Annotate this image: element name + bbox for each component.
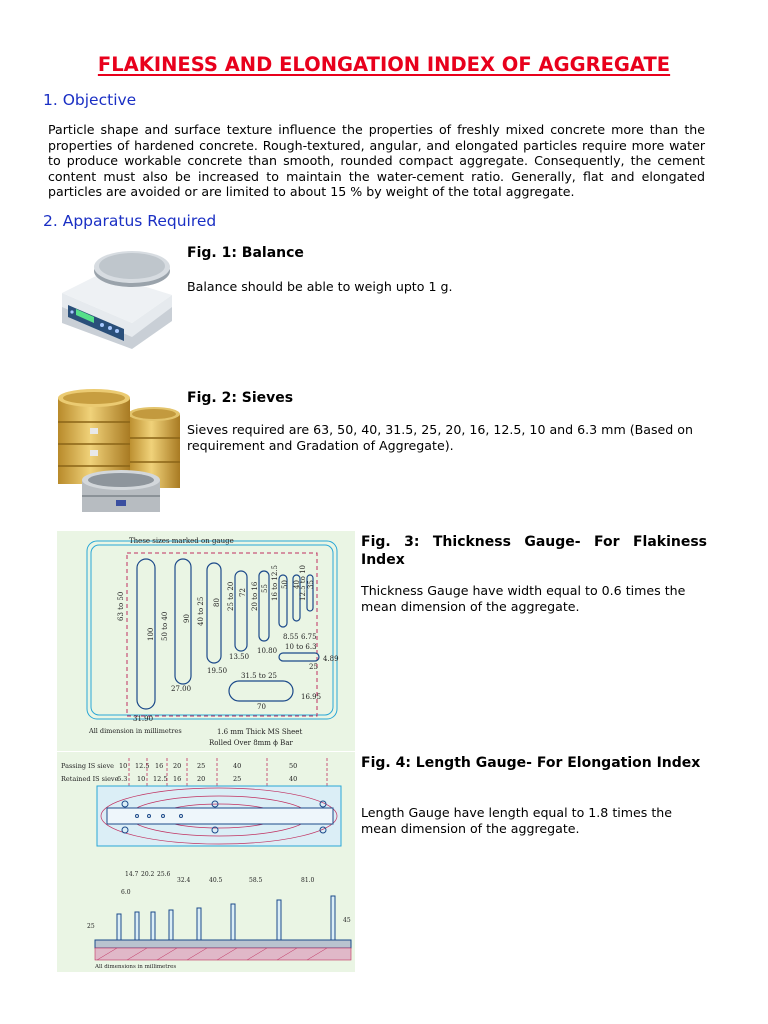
passing-label: Passing IS sieve	[61, 762, 114, 770]
dim-label: 13.50	[229, 653, 250, 661]
passing-value: 16	[155, 762, 164, 770]
fig3-title: Fig. 3: Thickness Gauge- For Flakiness Index	[361, 534, 707, 568]
sheet-note: 1.6 mm Thick MS Sheet	[217, 728, 303, 736]
dim-label: 90	[183, 614, 191, 623]
height-dim: 45	[343, 917, 351, 924]
dim-label: 4.89	[323, 655, 339, 663]
fig1-title: Fig. 1: Balance	[187, 245, 304, 261]
page-title: FLAKINESS AND ELONGATION INDEX OF AGGREGATE	[97, 53, 671, 76]
passing-value: 40	[233, 762, 242, 770]
retained-value: 12.5	[153, 775, 168, 783]
length-dim: 58.5	[249, 877, 263, 884]
dim-label: 31.90	[133, 715, 154, 723]
passing-value: 12.5	[135, 762, 150, 770]
dim-label: 25	[309, 663, 318, 671]
dim-label: 10.80	[257, 647, 278, 655]
dim-label: 80	[213, 598, 221, 607]
length-gauge-drawing	[57, 752, 355, 972]
dim-label: 16.95	[301, 693, 322, 701]
dim-label: 72	[239, 588, 247, 597]
slot-label: 20 to 16	[251, 581, 259, 611]
units-note: All dimensions in millimetres	[95, 964, 177, 970]
fig2-text: Sieves required are 63, 50, 40, 31.5, 25, 20, 16, 12.5, 10 and 6.3 mm (Based on requirement and Gradation of Aggregate).	[187, 422, 693, 453]
slot-label: 12.5 to 10	[299, 565, 307, 601]
bar-note: Rolled Over 8mm ϕ Bar	[209, 739, 293, 747]
slot-label: 50 to 40	[161, 611, 169, 641]
thickness-gauge-drawing	[57, 531, 355, 751]
balance-image	[54, 243, 174, 353]
dim-label: 8.55	[283, 633, 299, 641]
slot-label: 10 to 6.3	[285, 643, 317, 651]
retained-value: 20	[197, 775, 206, 783]
retained-value: 6.3	[117, 775, 128, 783]
length-dim: 6.0	[121, 889, 131, 896]
passing-value: 50	[289, 762, 298, 770]
units-note: All dimension in millimetres	[89, 727, 182, 735]
fig4-text: Length Gauge have length equal to 1.8 times the mean dimension of the aggregate.	[361, 805, 673, 836]
retained-label: Retained IS sieve	[61, 775, 119, 783]
length-dim: 81.0	[301, 877, 315, 884]
retained-value: 10	[137, 775, 146, 783]
dim-label: 35	[307, 580, 315, 589]
passing-value: 25	[197, 762, 206, 770]
dim-label: 40	[293, 580, 301, 589]
fig2-title: Fig. 2: Sieves	[187, 390, 294, 406]
fig3-text: Thickness Gauge have width equal to 0.6 times the mean dimension of the aggregate.	[361, 583, 686, 614]
sieves-image	[54, 388, 184, 520]
dim-label: 55	[261, 584, 269, 593]
passing-value: 10	[119, 762, 128, 770]
retained-value: 40	[289, 775, 298, 783]
marked-label: These sizes marked on gauge	[129, 537, 234, 545]
slot-label: 40 to 25	[197, 596, 205, 626]
slot-label: 31.5 to 25	[241, 672, 277, 680]
dim-label: 100	[147, 627, 155, 641]
fig4-title: Fig. 4: Length Gauge- For Elongation Index	[361, 755, 701, 771]
retained-value: 16	[173, 775, 182, 783]
length-dim: 40.5	[209, 877, 223, 884]
objective-paragraph: Particle shape and surface texture influence the properties of freshly mixed concrete more than the properties of hardened concrete. Rough-textured, angular, and elongated particles require more water to produce workable concrete than smooth, rounded compact aggregate. Consequently, the cement content must also be increased to maintain the water-cement ratio. Generally, flat and elongated particles are avoided or are limited to about 15 % by weight of the total aggregate.	[48, 122, 705, 199]
length-dim: 32.4	[177, 877, 191, 884]
dim-label: 70	[257, 703, 266, 711]
dim-label: 50	[281, 580, 289, 589]
length-dim: 20.2	[141, 871, 155, 878]
retained-value: 25	[233, 775, 242, 783]
section-heading-objective: 1. Objective	[43, 91, 137, 109]
dim-label: 19.50	[207, 667, 228, 675]
section-heading-apparatus: 2. Apparatus Required	[43, 212, 217, 230]
passing-value: 20	[173, 762, 182, 770]
small-dim: 25	[87, 923, 95, 930]
dim-label: 27.00	[171, 685, 192, 693]
slot-label: 25 to 20	[227, 581, 235, 611]
length-dim: 25.6	[157, 871, 171, 878]
dim-label: 6.75	[301, 633, 317, 641]
slot-label: 16 to 12.5	[271, 565, 279, 601]
length-dim: 14.7	[125, 871, 139, 878]
slot-label: 63 to 50	[117, 591, 125, 621]
fig1-text: Balance should be able to weigh upto 1 g.	[187, 279, 453, 294]
